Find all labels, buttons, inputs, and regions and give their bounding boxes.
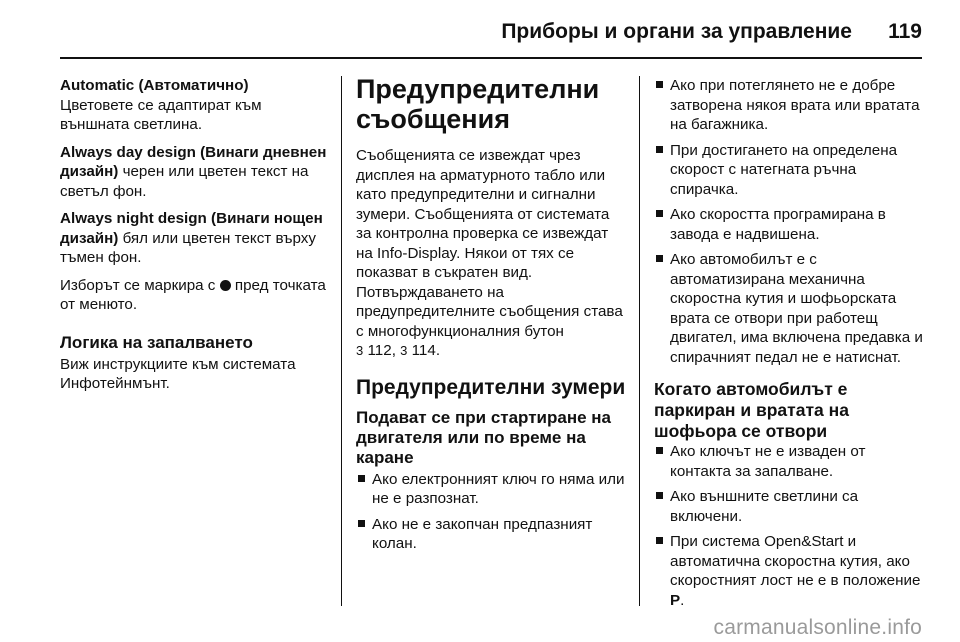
column-divider-2 [639,76,640,606]
header-rule [60,57,922,59]
list-item-text: Ако ключът не е изваден от контакта за запалване. [670,443,866,480]
heading-warning-messages: Предупредителни съобщения [356,74,600,134]
list-item-text: Ако външните светлини са включени. [670,488,859,525]
column-right [654,76,924,616]
text-selection-before: Изборът се маркира с [60,276,220,294]
list-item-text: При система Open&Start и автоматична скоростна кутия, ако скоростният лост не е в положение [670,533,921,589]
bullet-icon [656,210,663,217]
bullet-icon [656,255,663,262]
reference-page-114[interactable]: 114 [411,342,436,359]
list-item [654,532,924,610]
text-selection-after: пред точката от менюто. [60,276,326,313]
subheading-parked-door-open: Когато автомобилът е паркиран и вратата на шофьора се отвори [654,379,849,441]
text-ignition-logic: Виж инструкциите към системата Инфотейнмънт. [60,355,296,392]
list-warnings [654,76,924,367]
list-item [654,487,924,526]
text-automatic: Цветовете се адаптират към външната светлина. [60,96,262,133]
reference-separator: , [391,342,401,359]
list-parked [654,442,924,610]
text-night-design: бял или цветен текст върху тъмен фон. [60,229,316,266]
paragraph-selection [60,276,330,315]
term-automatic: Automatic (Автоматично) [60,77,249,94]
paragraph-automatic [60,76,330,135]
bullet-icon [656,447,663,454]
text-day-design: черен или цветен текст на светъл фон. [60,163,309,200]
list-engine-start [356,470,628,554]
list-item-text: Ако не е закопчан предпазният колан. [372,515,593,552]
subheading-ignition-logic: Логика на запалването [60,332,253,352]
page-number: 119 [888,20,922,43]
list-item [654,250,924,367]
paragraph-warning-messages [356,146,628,361]
list-item [356,515,628,554]
gear-position-p: P [670,591,681,609]
text-warning-messages: Съобщенията се извеждат чрез дисплея на арматурното табло или като предупредителни и сигнални зумери. Съобщенията от системата за контролна проверка се извеждат на Info-Display. Някои от тях се показват в съкратен вид. Потвърждаването на предупредителните съобщения става с многофункционалния бутон [356,147,623,340]
bullet-icon [656,537,663,544]
bullet-icon [656,146,663,153]
paragraph-day-design [60,143,330,202]
bullet-icon [358,520,365,527]
list-item [356,470,628,509]
list-item [654,141,924,200]
reference-arrow-icon: 3 [400,343,408,358]
reference-arrow-icon: 3 [356,343,364,358]
list-item-text: Ако електронният ключ го няма или не е разпознат. [372,470,625,507]
heading-warning-chimes: Предупредителни зумери [356,375,626,399]
list-item-end: . [680,591,685,609]
list-item-text: Ако при потеглянето не е добре затворена някоя врата или вратата на багажника. [670,77,920,133]
list-item [654,205,924,244]
column-divider-1 [341,76,342,606]
bullet-icon [656,492,663,499]
term-day-design: Always day design (Винаги дневнен дизайн) [60,143,327,180]
reference-end: . [435,342,441,359]
list-item [654,442,924,481]
column-left [60,76,330,402]
list-item-text: При достигането на определена скорост с натегната ръчна спирачка. [670,141,898,198]
bullet-icon [358,475,365,482]
subheading-engine-start: Подават се при стартиране на двигателя или по време на каране [356,407,611,467]
term-night-design: Always night design (Винаги нощен дизайн) [60,210,323,247]
page-header [0,0,960,58]
watermark: carmanualsonline.info [713,616,922,639]
column-middle [356,74,628,560]
selected-dot-icon [220,280,231,291]
list-item-text: Ако автомобилът е с автоматизирана механична скоростна кутия и шофьорската врата се отвори при работещ двигател, има включена предавка и спирачният педал не е натиснат. [670,251,923,366]
list-item-text: Ако скоростта програмирана в завода е надвишена. [670,206,886,243]
bullet-icon [656,81,663,88]
header-title: Приборы и органи за управление [501,20,852,43]
paragraph-night-design [60,209,330,268]
list-item [654,76,924,135]
reference-page-112[interactable]: 112 [367,342,392,359]
